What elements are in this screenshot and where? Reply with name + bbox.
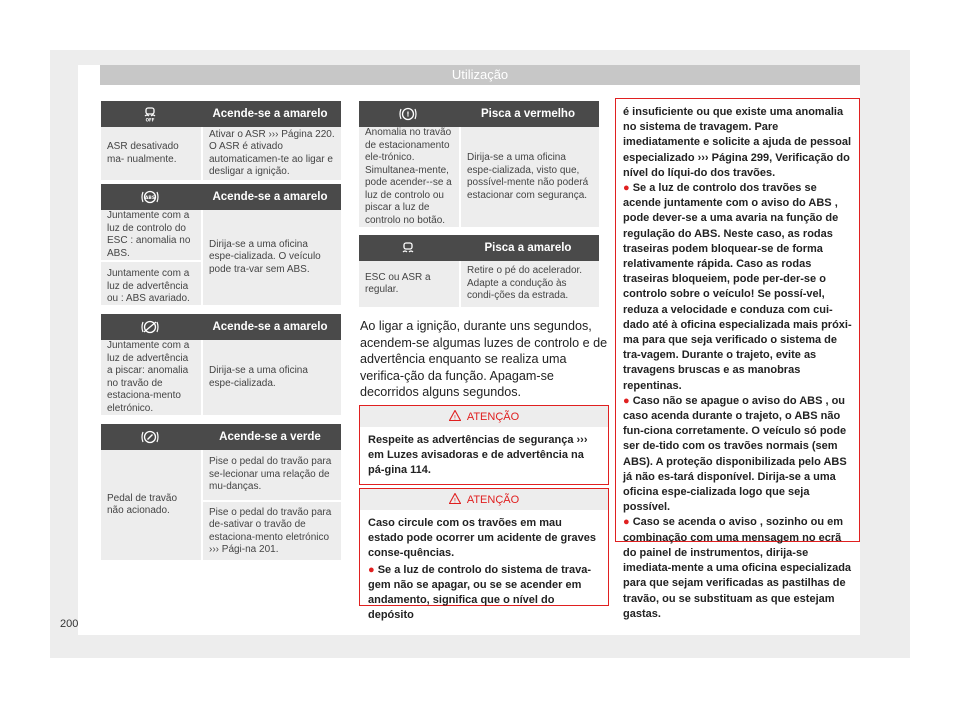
warning-box-2	[359, 488, 609, 621]
table-header	[359, 235, 599, 261]
table-title: Acende-se a amarelo	[212, 320, 328, 333]
warning-label: ATENÇÃO	[466, 410, 520, 423]
table-cell: ESC ou ASR a regular.	[365, 271, 431, 295]
table-cell: Pedal de travão não acionado.	[107, 492, 178, 516]
table-cell: Ativar o ASR ››› Página 220. O ASR é ativado automaticamen-te ao ligar e desligar a ignição.	[209, 128, 335, 177]
bullet: ●	[623, 516, 630, 529]
table-brake-pedal	[101, 424, 341, 560]
table-header	[359, 101, 599, 127]
table-esc	[359, 235, 599, 307]
table-cell: Dirija-se a uma oficina espe-cializada, visto que, possível-mente não poderá estacionar com segurança.	[467, 152, 589, 201]
foot-brake-icon	[101, 430, 199, 444]
warning-text: Respeite as advertências de segurança ››› em Luzes avisadoras e de advertência na pá-gina 114.	[368, 434, 588, 476]
svg-text:!: !	[406, 110, 410, 119]
table-cell: Pise o pedal do travão para de-sativar o travão de estaciona-mento eletrónico ››› Pági-na 201.	[203, 500, 341, 562]
table-cell: Dirija-se a uma oficina espe-cializada.	[209, 365, 308, 389]
table-asr	[101, 101, 341, 180]
table-cell: Dirija-se a uma oficina espe-cializada. O veículo pode tra-var sem ABS.	[209, 238, 321, 275]
warning-box-1	[359, 405, 609, 485]
bullet: ●	[623, 182, 630, 195]
warning-continuation-box	[615, 98, 860, 620]
brake-warning-icon	[359, 107, 457, 121]
warning-text: Caso circule com os travões em mau estado pode ocorrer um acidente de graves conse-quências.	[368, 517, 597, 559]
table-header	[101, 424, 341, 450]
warning-text: Caso não se apague o aviso do ABS , ou caso acenda durante o trajeto, o ABS não fun-ciona corretamente. O veículo só pode ser de-tido com os travões normais (sem ABS). A proteção disponibilizada pelo ABS já não es-tará disponível. Dirija-se a uma oficina espe-cializada logo que seja possível.	[623, 394, 847, 514]
table-title: Acende-se a amarelo	[212, 107, 328, 120]
svg-text:!: !	[453, 496, 457, 504]
svg-text:!: !	[453, 413, 457, 421]
warning-text: Caso se acenda o aviso , sozinho ou em combinação com uma mensagem no ecrã do painel de instrumentos, dirija-se imediata-mente a uma oficina especializada para que sejam verificadas as pastilhas de travão, ou se substituam as que estejam gastas.	[623, 516, 852, 620]
table-title: Acende-se a amarelo	[212, 190, 328, 203]
body-paragraph: Ao ligar a ignição, durante uns segundos, acendem-se algumas luzes de controlo e de advertência enquanto se realiza uma verifica-ção da função. Apagam-se decorridos alguns segundos.	[360, 319, 608, 399]
table-header	[101, 314, 341, 340]
table-header	[101, 101, 341, 127]
table-parking-brake	[101, 314, 341, 415]
svg-text:ABS: ABS	[144, 196, 156, 201]
svg-text:OFF: OFF	[145, 117, 155, 122]
warning-text: Se a luz de controlo do sistema de trava-gem não se apagar, ou se se acender em andamento, significa que o nível do depósito	[368, 564, 592, 621]
section-header: Utilização	[100, 65, 860, 85]
table-cell: Retire o pé do acelerador. Adapte a condução às condi-ções da estrada.	[467, 265, 583, 302]
table-title: Pisca a vermelho	[481, 107, 575, 120]
warning-triangle-icon	[449, 410, 461, 424]
table-title: Acende-se a verde	[219, 430, 321, 443]
warning-text: Se a luz de controlo dos travões se acende juntamente com o aviso do ABS , pode dever-se a uma avaria na função de regulação do ABS. Neste caso, as rodas traseiras podem bloquear-se de forma relativamente rápida. Caso as rodas traseiras bloqueiem, pode per-der-se o controlo sobre o veículo! Se possí-vel, reduza a velocidade e conduza com cui-dado até à oficina especializada mais próxi-ma para que seja verificado o sistema de tra-vagem. Durante o trajeto, evite as travagens bruscas e as manobras repentinas.	[623, 182, 852, 392]
esc-off-icon	[101, 106, 199, 122]
brake-slash-icon	[101, 320, 199, 334]
warning-text: é insuficiente ou que existe uma anomalia no sistema de travagem. Pare imediatamente e solicite a ajuda de pessoal especializado ››› Página 299, Verificação do nível do líqui-do dos travões.	[623, 106, 852, 179]
page-number: 200	[60, 618, 79, 630]
table-cell: Juntamente com a luz de advertência a piscar: anomalia no travão de estaciona-mento eletrónico.	[107, 340, 190, 414]
table-abs	[101, 184, 341, 305]
table-cell: Pise o pedal do travão para se-lecionar uma relação de mu-danças.	[209, 456, 332, 492]
table-title: Pisca a amarelo	[484, 241, 572, 254]
table-cell: Juntamente com a luz de controlo do ESC : anomalia no ABS.	[107, 210, 191, 259]
table-cell: Anomalia no travão de estacionamento ele-trónico. Simultanea-mente, pode acender--se a luz de controlo ou piscar a luz de controlo no botão.	[365, 127, 452, 226]
abs-icon	[101, 190, 199, 204]
warning-label: ATENÇÃO	[466, 493, 520, 506]
table-header	[101, 184, 341, 210]
table-cell: Juntamente com a luz de advertência ou : ABS avariado.	[101, 260, 201, 312]
bullet: ●	[623, 394, 630, 407]
table-brake-warning	[359, 101, 599, 227]
warning-triangle-icon	[449, 493, 461, 507]
bullet: ●	[368, 564, 375, 576]
esc-icon	[359, 241, 457, 255]
table-cell: ASR desativado ma- nualmente.	[107, 141, 179, 165]
